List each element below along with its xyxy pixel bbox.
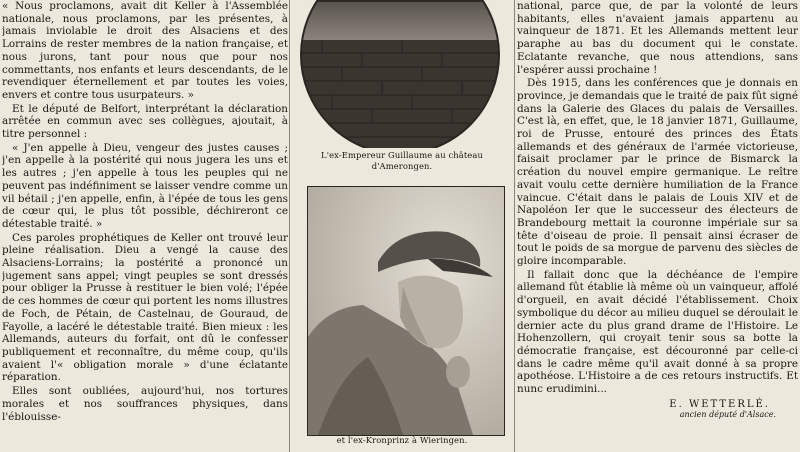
signature	[517, 399, 798, 419]
caption-kronprinz: et l'ex-Kronprinz à Wieringen.	[336, 435, 468, 445]
paragraph-versailles: Dès 1915, dans les conférences que je donnais en province, je demandais que le traité de paix fût signé dans la Galerie des Glaces du palais de Versailles. C'est là, en effet, que, le 18 janvier 1871, Guillaume, roi de Prusse, entouré des princes des États allemands et des généraux de l'armée victorieuse, faisait proclamer par le prince de Bismarck la création du nouvel empire germanique. Le reître avait voulu cette dernière humiliation de la France vaincue. C'était dans le palais de Louis XIV et de Napoléon Ier que le successeur des électeurs de Brandebourg mettait la couronne impériale sur sa tête d'oiseau de proie. Il pensait ainsi écraser de tout le poids de sa morgue de parvenu des siècles de gloire incomparable.	[517, 77, 798, 268]
paragraph-appeal: « J'en appelle à Dieu, vengeur des justes causes ; j'en appelle à la postérité qui nous jugera les uns et les autres ; j'en appelle à tous les peuples qui ne peuvent pas indéfiniment se laisser vendre comme un vil bétail ; j'en appelle, enfin, à l'épée de tous les gens de cœur qui, le plus tôt possible, déchireront ce détestable traité. »	[2, 141, 288, 230]
column-rule-left	[289, 0, 290, 452]
photo-emperor-frame	[296, 0, 508, 148]
castle-wall-image	[302, 0, 498, 148]
signature-title: ancien député d'Alsace.	[679, 409, 776, 419]
paragraph-belfort: Et le député de Belfort, interprétant la déclaration arrêtée en commun avec ses collègues, ajoutait, à titre personnel :	[2, 102, 288, 141]
left-column	[2, 0, 288, 452]
paragraph-prophetic: Ces paroles prophétiques de Keller ont trouvé leur pleine réalisation. Dieu a vengé la cause des Alsaciens-Lorrains; la postérité a prononcé un jugement sans appel; vingt peuples se sont dressés pour obliger la Prusse à restituer le bien volé; l'épée de ces hommes de cœur qui portent les noms illustres de Foch, de Pétain, de Castelnau, de Gouraud, de Fayolle, a lacéré le détestable traité. Bien mieux : les Allemands, auteurs du forfait, ont dû le confesser publiquement et reconnaître, du même coup, qu'ils avaient l'« obligation morale » d'une éclatante réparation.	[2, 231, 288, 384]
photo-kronprinz	[307, 186, 505, 436]
signature-name: E. WETTERLÉ.	[669, 398, 770, 410]
paragraph-forgotten: Elles sont oubliées, aujourd'hui, nos tortures morales et nos souffrances physiques, dans l'éblouisse-	[2, 385, 288, 423]
photo-emperor	[300, 0, 500, 148]
paragraph-revanche: national, parce que, de par la volonté de leurs habitants, elles n'avaient jamais appartenu au vainqueur de 1871. Et les Allemands mettent leur paraphe au bas du document qui le constate. Eclatante revanche, que nous attendions, sans l'espérer aussi prochaine !	[517, 0, 798, 76]
right-column	[517, 0, 798, 452]
paragraph-decheance: Il fallait donc que la déchéance de l'empire allemand fût établie là même où un vainqueur, affolé d'orgueil, en avait décidé l'établissement. Choix symbolique du décor au milieu duquel se déroulait le dernier acte du plus grand drame de l'Histoire. Le Hohenzollern, qui croyait tenir sous sa botte la démocratie française, est découronné par celle-ci dans le cadre même qu'il avait donné à sa propre apothéose. L'Histoire a de ces retours instructifs. Et nunc erudimini...	[517, 268, 798, 396]
caption-emperor: L'ex-Empereur Guillaume au château d'Amerongen.	[321, 150, 483, 171]
column-rule-right	[514, 0, 515, 452]
kronprinz-portrait-image	[308, 187, 504, 435]
paragraph-keller-quote: « Nous proclamons, avait dit Keller à l'Assemblée nationale, nous proclamons, par les présentes, à jamais inviolable le droit des Alsaciens et des Lorrains de rester membres de la nation française, et nous jurons, tant pour nous que pour nos commettants, nos enfants et leurs descendants, de le revendiquer éternellement et par toutes les voies, envers et contre tous usurpateurs. »	[2, 0, 288, 101]
